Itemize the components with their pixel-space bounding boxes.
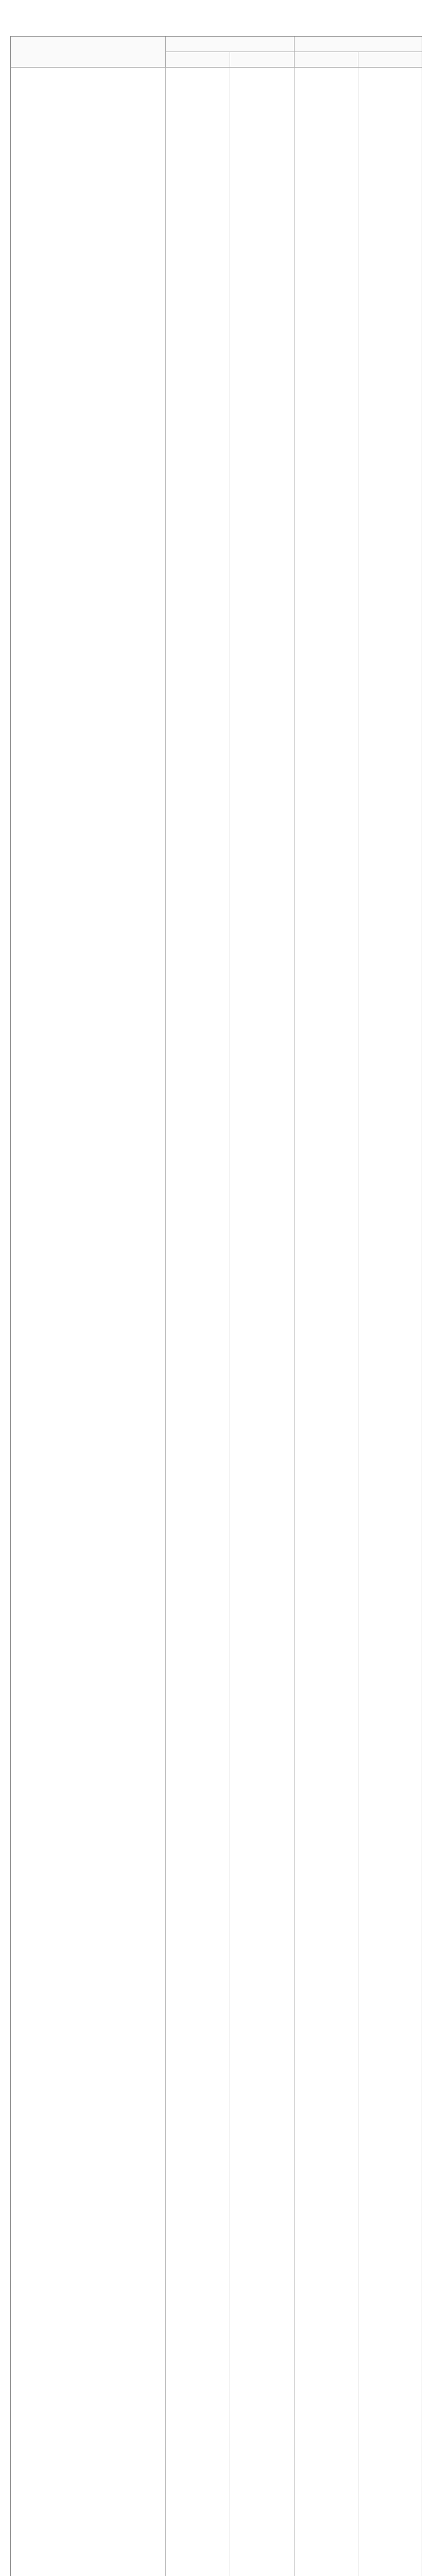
column-divider [165,67,166,2576]
header-col-3 [294,52,358,67]
header-group-a [165,37,294,52]
header-indicator [11,37,165,67]
statistics-table [10,36,422,2576]
header-group-b [294,37,422,52]
header-col-1 [165,52,230,67]
header-col-2 [230,52,294,67]
column-divider [294,67,295,2576]
header-col-4 [358,52,422,67]
table-header [11,37,422,67]
